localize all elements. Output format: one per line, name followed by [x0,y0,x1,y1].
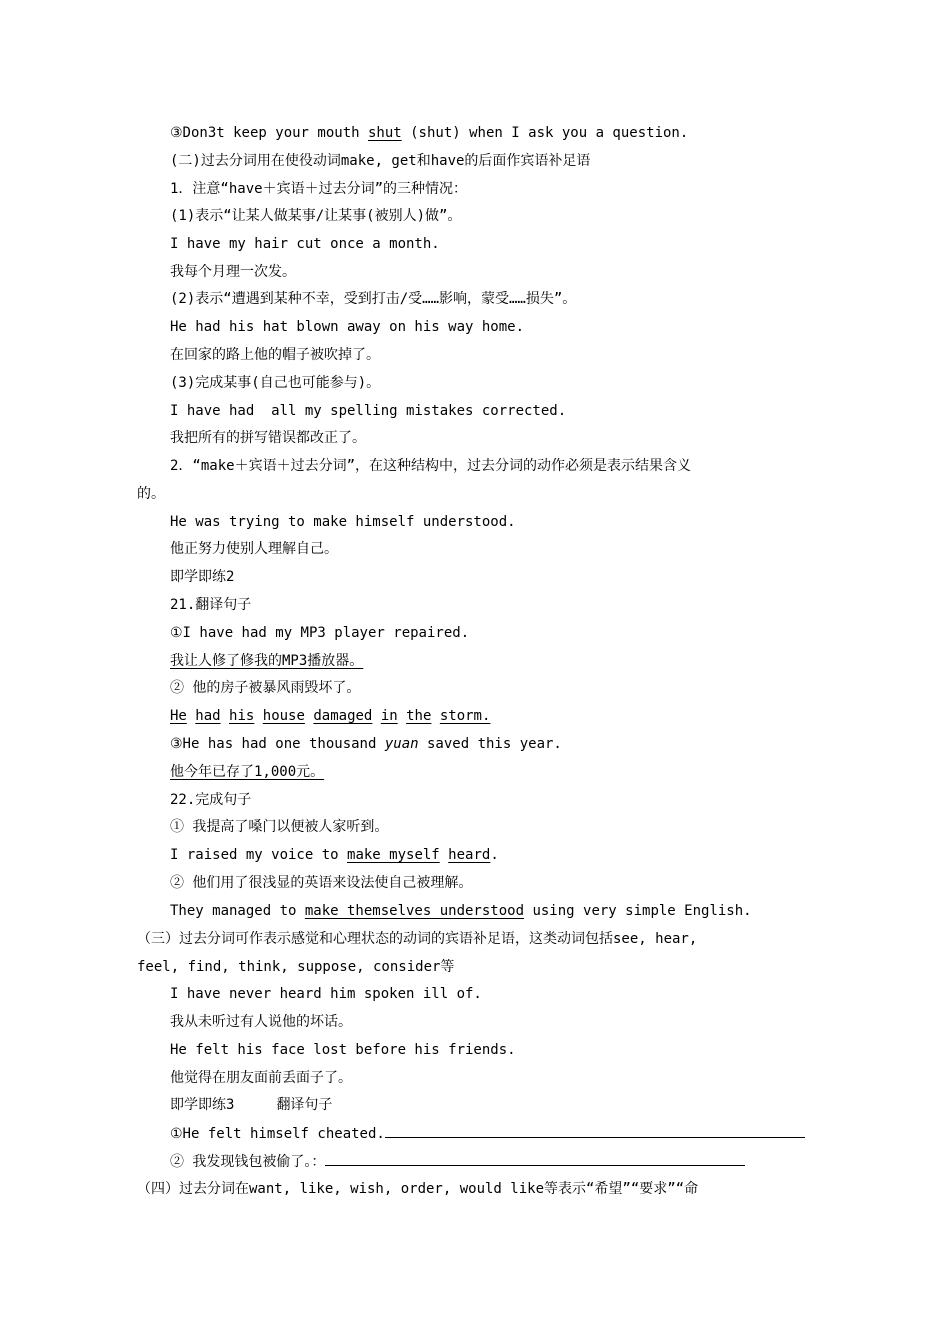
answer-line: 我让人修了修我的MP3播放器。 [170,653,364,669]
practice-heading-2: 即学即练2 [170,569,235,585]
answer-blank[interactable] [385,1123,805,1138]
answer-line [170,706,490,726]
answer-line: 他今年已存了1,000元。 [170,764,325,780]
example-zh: 他觉得在朋友面前丢面子了。 [170,1070,352,1086]
exercise-22-title: 22.完成句子 [170,792,252,808]
example-en: I have never heard him spoken ill of. [170,986,482,1002]
section-heading-2: (二)过去分词用在使役动词make, get和have的后面作宾语补足语 [170,153,591,169]
example-en: I have had all my spelling mistakes corrected. [170,403,567,419]
section-heading-3-continued: feel, find, think, suppose, consider等 [137,959,455,975]
exercise-sentence: ①I have had my MP3 player repaired. [170,625,470,641]
answer-word: in [380,708,398,724]
answer-shut: shut [367,125,402,141]
practice-heading-3: 即学即练3 翻译句子 [170,1097,333,1113]
exercise-sentence: ② 他的房子被暴风雨毁坏了。 [170,680,361,696]
example-en: I have my hair cut once a month. [170,236,440,252]
answer-word: his [229,708,255,724]
case-3: (3)完成某事(自己也可能参与)。 [170,375,381,391]
example-zh: 我每个月理一次发。 [170,264,296,280]
answer-phrase: make myself [347,847,440,863]
example-en: He felt his face lost before his friends. [170,1042,516,1058]
answer-word: had [195,708,221,724]
exercise-sentence: ② 他们用了很浅显的英语来设法使自己被理解。 [170,875,473,891]
section-heading-3: （三）过去分词可作表示感觉和心理状态的动词的宾语补足语，这类动词包括see, hear, [137,931,698,947]
example-en: He was trying to make himself understood. [170,514,516,530]
example-zh: 在回家的路上他的帽子被吹掉了。 [170,347,380,363]
example-zh: 我从未听过有人说他的坏话。 [170,1014,352,1030]
point-heading-1: 1．注意“have＋宾语＋过去分词”的三种情况： [170,181,467,197]
case-2: (2)表示“遭遇到某种不幸，受到打击/受……影响，蒙受……损失”。 [170,291,577,307]
example-zh: 我把所有的拼写错误都改正了。 [170,430,366,446]
exercise-sentence: I raised my voice to make myself heard. [170,847,499,863]
exercise-sentence-3: ③Don3t keep your mouth shut (shut) when I ask you a question. [170,125,689,141]
answer-phrase: heard [448,847,491,863]
answer-word: He [170,708,187,724]
exercise-sentence: ② 我发现钱包被偷了。： [170,1151,745,1171]
case-1: (1)表示“让某人做某事/让某事(被别人)做”。 [170,208,462,224]
example-en: He had his hat blown away on his way home. [170,319,525,335]
point-heading-2-continued: 的。 [137,486,165,502]
answer-word: damaged [313,708,373,724]
example-zh: 他正努力使别人理解自己。 [170,541,338,557]
answer-blank[interactable] [325,1151,745,1166]
section-heading-4: （四）过去分词在want, like, wish, order, would like等表示“希望”“要求”“命 [137,1181,699,1197]
exercise-sentence: ①He felt himself cheated. [170,1123,805,1143]
answer-word: house [262,708,305,724]
exercise-21-title: 21.翻译句子 [170,597,252,613]
exercise-sentence: ① 我提高了嗓门以便被人家听到。 [170,819,389,835]
answer-phrase: make themselves understood [304,903,525,919]
answer-word: storm. [439,708,491,724]
point-heading-2: 2．“make＋宾语＋过去分词”，在这种结构中，过去分词的动作必须是表示结果含义 [170,458,691,474]
exercise-sentence: ③He has had one thousand yuan saved this year. [170,736,562,752]
exercise-sentence: They managed to make themselves understood using very simple English. [170,903,752,919]
answer-word: the [406,708,432,724]
